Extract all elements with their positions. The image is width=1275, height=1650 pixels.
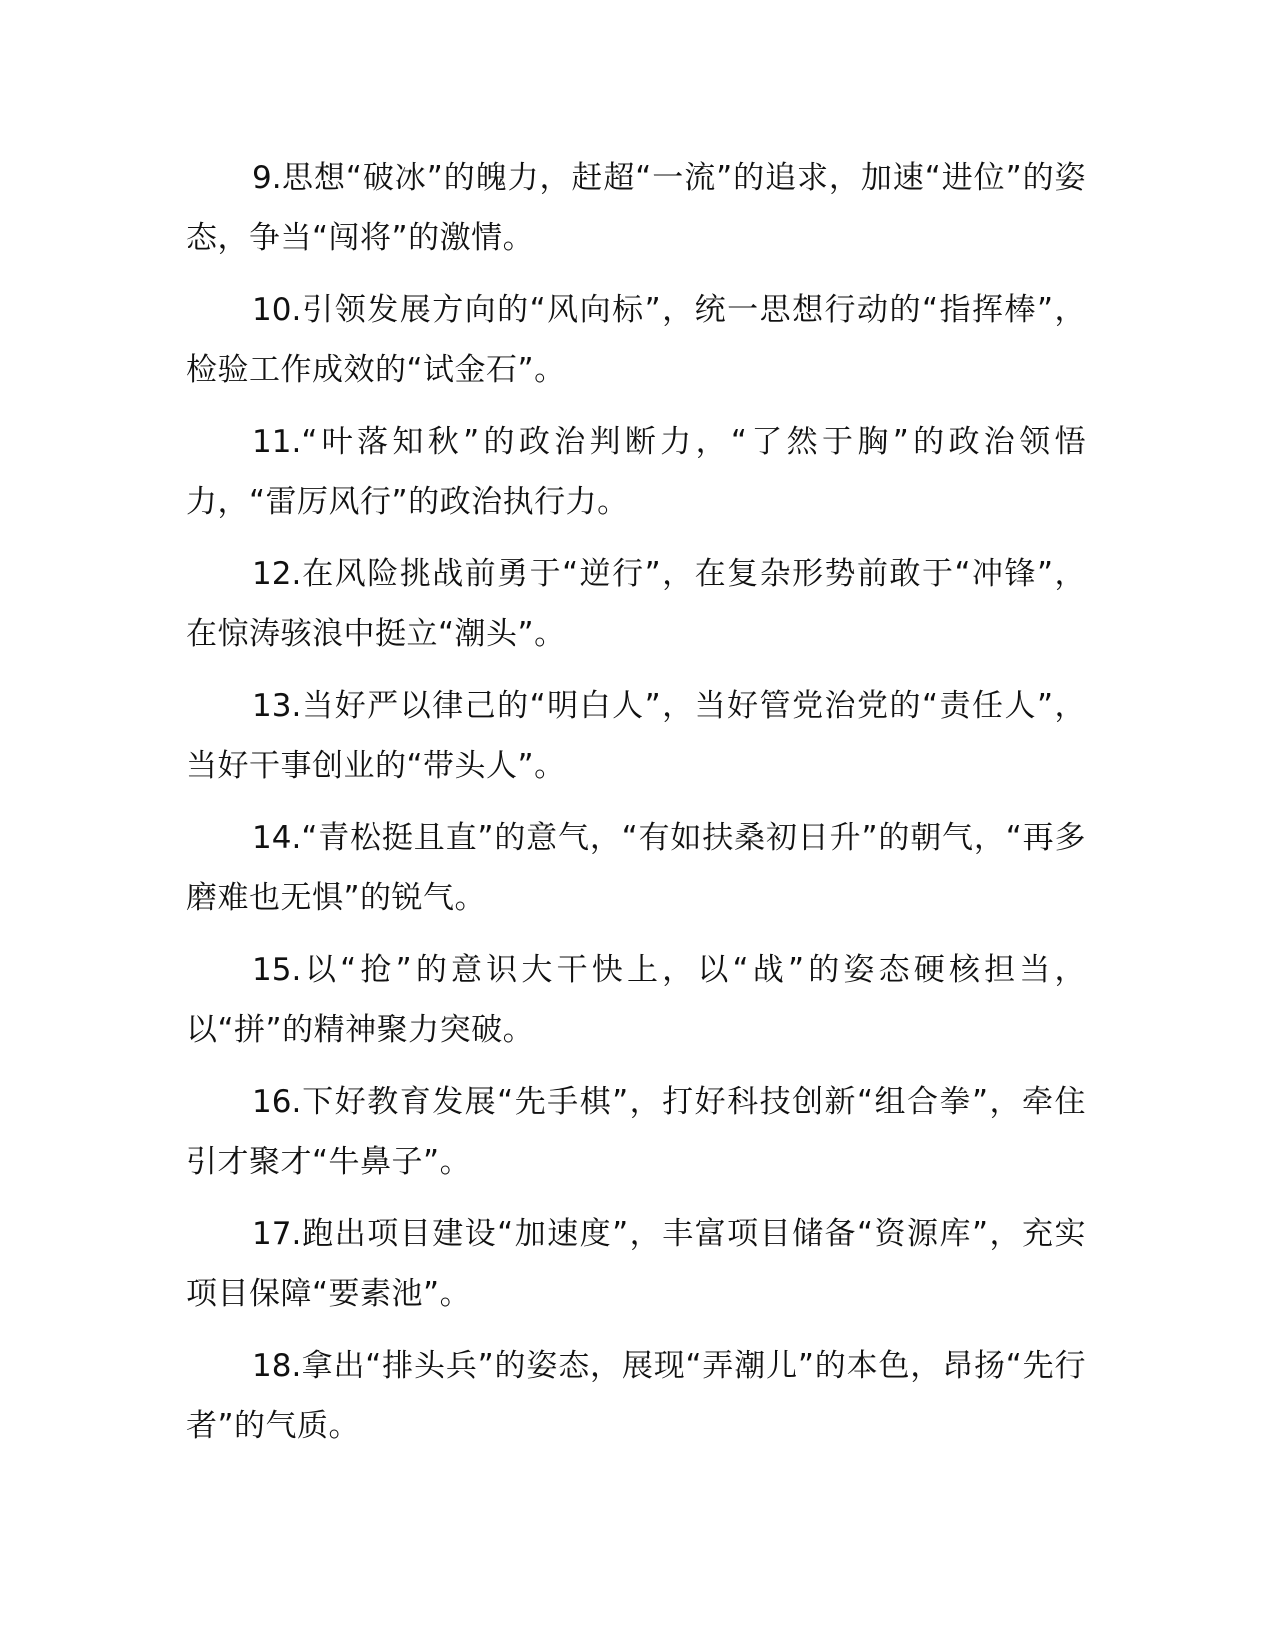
paragraph-text: “叶落知秋”的政治判断力，“了然于胸”的政治领悟力，“雷厉风行”的政治执行力。 bbox=[186, 424, 1086, 520]
paragraph-text: “青松挺且直”的意气，“有如扶桑初日升”的朝气，“再多磨难也无惧”的锐气。 bbox=[186, 820, 1086, 916]
paragraph-text: 以“抢”的意识大干快上，以“战”的姿态硬核担当，以“拼”的精神聚力突破。 bbox=[186, 952, 1086, 1048]
paragraph-number: 17. bbox=[252, 1216, 302, 1252]
paragraph-number: 11. bbox=[252, 424, 302, 460]
paragraph-text: 在风险挑战前勇于“逆行”，在复杂形势前敢于“冲锋”，在惊涛骇浪中挺立“潮头”。 bbox=[186, 556, 1086, 652]
paragraph-text: 下好教育发展“先手棋”，打好科技创新“组合拳”，牵住引才聚才“牛鼻子”。 bbox=[186, 1084, 1086, 1180]
document-body bbox=[186, 148, 1086, 1468]
paragraph-number: 12. bbox=[252, 556, 302, 592]
paragraph-number: 10. bbox=[252, 292, 302, 328]
paragraph-text: 跑出项目建设“加速度”，丰富项目储备“资源库”，充实项目保障“要素池”。 bbox=[186, 1216, 1086, 1312]
paragraph-13 bbox=[186, 676, 1086, 796]
paragraph-number: 9. bbox=[252, 160, 282, 196]
paragraph-11 bbox=[186, 412, 1086, 532]
paragraph-15 bbox=[186, 940, 1086, 1060]
paragraph-9 bbox=[186, 148, 1086, 268]
paragraph-text: 引领发展方向的“风向标”，统一思想行动的“指挥棒”，检验工作成效的“试金石”。 bbox=[186, 292, 1086, 388]
paragraph-number: 15. bbox=[252, 952, 302, 988]
paragraph-number: 16. bbox=[252, 1084, 302, 1120]
paragraph-14 bbox=[186, 808, 1086, 928]
paragraph-10 bbox=[186, 280, 1086, 400]
paragraph-18 bbox=[186, 1336, 1086, 1456]
paragraph-text: 思想“破冰”的魄力，赶超“一流”的追求，加速“进位”的姿态，争当“闯将”的激情。 bbox=[186, 160, 1086, 256]
paragraph-text: 拿出“排头兵”的姿态，展现“弄潮儿”的本色，昂扬“先行者”的气质。 bbox=[186, 1348, 1086, 1444]
paragraph-number: 14. bbox=[252, 820, 302, 856]
paragraph-16 bbox=[186, 1072, 1086, 1192]
paragraph-text: 当好严以律己的“明白人”，当好管党治党的“责任人”，当好干事创业的“带头人”。 bbox=[186, 688, 1086, 784]
paragraph-number: 18. bbox=[252, 1348, 302, 1384]
paragraph-number: 13. bbox=[252, 688, 302, 724]
paragraph-17 bbox=[186, 1204, 1086, 1324]
paragraph-12 bbox=[186, 544, 1086, 664]
